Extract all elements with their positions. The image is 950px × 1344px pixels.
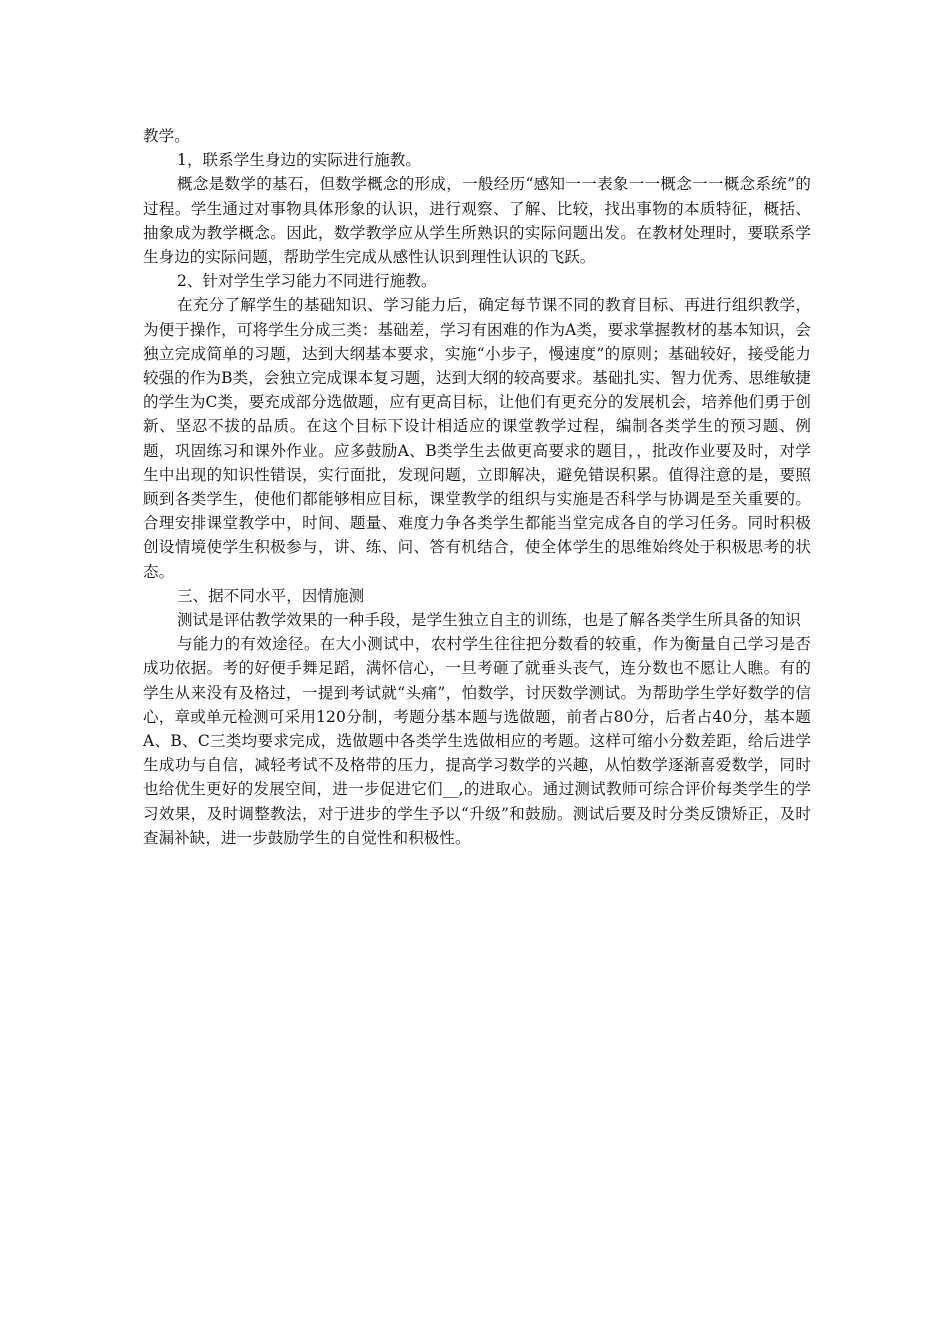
- paragraph-intro: 教学。: [143, 127, 190, 145]
- paragraph-testing: 与能力的有效途径。在大小测试中，农村学生往往把分数看的较重，作为衡量自己学习是否成功依据。考的好便手舞足蹈，满怀信心，一旦考砸了就垂头丧气，连分数也不愿让人瞧。有的学生从来没有及格过，一提到考试就“头痛”，怕数学，讨厌数学测试。为帮助学生学好数学的信心，章或单元检测可采用120分制，考题分基本题与选做题，前者占80分，后者占40分，基本题A、B、C三类均要求完成，选做题中各类学生选做相应的考题。这样可缩小分数差距，给后进学生成功与自信，减轻考试不及格带的压力，提高学习数学的兴趣，从怕数学逐渐喜爱数学，同时也给优生更好的发展空间，进一步促进它们__,的进取心。通过测试教师可综合评价每类学生的学习效果，及时调整教法，对于进步的学生予以“升级”和鼓励。测试后要及时分类反馈矫正，及时查漏补缺，进一步鼓励学生的自觉性和积极性。: [143, 635, 811, 847]
- heading-section-3: 三、据不同水平，因情施测: [177, 586, 365, 605]
- heading-method-2: 2、针对学生学习能力不同进行施教。: [177, 272, 437, 291]
- paragraph-grouping: 在充分了解学生的基础知识、学习能力后，确定每节课不同的教育目标、再进行组织教学，为便于操作，可将学生分成三类：基础差，学习有困难的作为A类，要求掌握教材的基本知识，会独立完成简单的习题，达到大纲基本要求，实施“小步子，慢速度”的原则；基础较好，接受能力较强的作为B类，会独立完成课本复习题，达到大纲的较高要求。基础扎实、智力优秀、思维敏捷的学生为C类，要充成部分选做题，应有更高目标，让他们有更充分的发展机会，培养他们勇于创新、坚忍不拔的品质。在这个目标下设计相适应的课堂教学过程，编制各类学生的预习题、例题，巩固练习和课外作业。应多鼓励A、B类学生去做更高要求的题目，，批改作业要及时，对学生中出现的知识性错误，实行面批，发现问题，立即解决，避免错误积累。值得注意的是，要照顾到各类学生，使他们都能够相应目标，课堂教学的组织与实施是否科学与协调是至关重要的。合理安排课堂教学中，时间、题量、难度力争各类学生都能当堂完成各自的学习任务。同时积极创设情境使学生积极参与，讲、练、问、答有机结合，使全体学生的思维始终处于积极思考的状态。: [143, 296, 811, 581]
- paragraph-testing-intro: 测试是评估教学效果的一种手段，是学生独立自主的训练，也是了解各类学生所具备的知识: [177, 611, 802, 630]
- heading-method-1: 1，联系学生身边的实际进行施教。: [177, 151, 421, 170]
- document-body: [143, 124, 811, 850]
- paragraph-concepts: 概念是数学的基石，但数学概念的形成，一般经历“感知一一表象一一概念一一概念系统”的过程。学生通过对事物具体形象的认识，进行观察、了解、比较，找出事物的本质特征，概括、抽象成为教学概念。因此，数学教学应从学生所熟识的实际问题出发。在教材处理时，要联系学生身边的实际问题，帮助学生完成从感性认识到理性认识的飞跃。: [143, 175, 811, 267]
